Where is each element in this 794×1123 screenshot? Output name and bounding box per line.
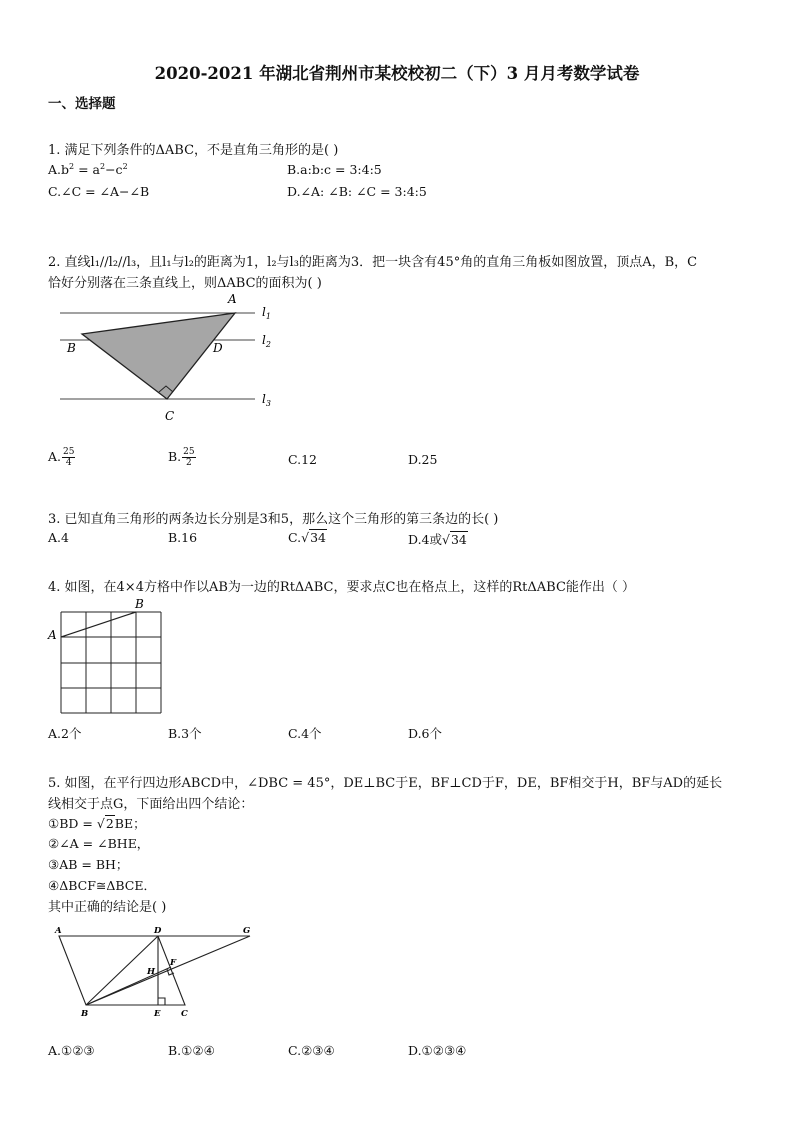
q4-stem: 4. 如图，在4×4方格中作以AB为一边的RtΔABC，要求点C也在格点上，这样的RtΔABC能作出（ ）: [48, 580, 636, 595]
label-c: C: [165, 409, 175, 423]
label-d: D: [213, 341, 223, 355]
q5-conclusion-1: ①BD = √2BE；: [48, 816, 146, 831]
label-b: B: [135, 597, 144, 611]
label-c: C: [181, 1009, 188, 1019]
q2-figure: [55, 290, 285, 425]
q5-conclusion-3: ③AB = BH；: [48, 857, 129, 872]
label-l1: $l_1$: [262, 305, 271, 321]
label-a: A: [228, 292, 237, 306]
q1-stem: 1. 满足下列条件的ΔABC，不是直角三角形的是( ): [48, 143, 339, 158]
q1-option-b[interactable]: B.a:b:c = 3:4:5: [287, 162, 382, 177]
q3-stem: 3. 已知直角三角形的两条边长分别是3和5，那么这个三角形的第三条边的长( ): [48, 512, 499, 527]
q5-option-c[interactable]: C.②③④: [288, 1043, 335, 1058]
q5-option-b[interactable]: B.①②④: [168, 1043, 215, 1058]
q3-option-c[interactable]: C.√34: [288, 530, 326, 545]
q4-option-b[interactable]: B.3个: [168, 726, 202, 741]
q2-stem-line2: 恰好分别落在三条直线上，则ΔABC的面积为( ): [48, 276, 322, 291]
q5-option-d[interactable]: D.①②③④: [408, 1043, 467, 1058]
label-e: E: [154, 1009, 161, 1019]
label-a: A: [48, 628, 57, 642]
q5-conclusion-2: ②∠A = ∠BHE，: [48, 836, 150, 851]
label-b: B: [81, 1009, 89, 1019]
q3-option-a[interactable]: A.4: [48, 530, 69, 545]
q2-option-a[interactable]: A. $\frac{25}{4}$: [48, 447, 75, 468]
q2-option-c[interactable]: C.12: [288, 452, 317, 467]
label-f: F: [170, 958, 177, 968]
right-angle-e: [158, 998, 165, 1005]
q2-option-d[interactable]: D.25: [408, 452, 438, 467]
label-g: G: [243, 926, 251, 936]
segment-ab: [61, 612, 136, 637]
q3-option-d[interactable]: D.4或√34: [408, 532, 467, 547]
q5-option-a[interactable]: A.①②③: [48, 1043, 95, 1058]
label-d: D: [154, 926, 162, 936]
q5-stem-line2: 线相交于点G，下面给出四个结论：: [48, 797, 254, 812]
q3-option-b[interactable]: B.16: [168, 530, 198, 545]
label-h: H: [147, 967, 156, 977]
q2-option-b[interactable]: B. $\frac{25}{2}$: [168, 447, 195, 468]
q1-option-c[interactable]: C.∠C = ∠A−∠B: [48, 184, 150, 199]
triangle-abc: [82, 313, 235, 399]
section-heading: 一、选择题: [48, 96, 116, 112]
grid-4x4: [61, 612, 161, 713]
q2-stem-line1: 2. 直线l₁//l₂//l₃，且l₁与l₂的距离为1，l₂与l₃的距离为3．把一块含有45°角的直角三角板如图放置，顶点A，B，C: [48, 255, 698, 270]
label-b: B: [67, 341, 76, 355]
label-l3: $l_3$: [262, 392, 271, 408]
label-a: A: [55, 926, 62, 936]
q4-grid-figure: [44, 596, 169, 718]
q5-stem-line1: 5. 如图，在平行四边形ABCD中，∠DBC = 45°，DE⊥BC于E，BF⊥CD于F，DE，BF相交于H，BF与AD的延长: [48, 776, 723, 791]
page-title: 2020-2021 年湖北省荆州市某校校初二（下）3 月月考数学试卷: [154, 64, 640, 83]
q4-option-a[interactable]: A.2个: [48, 726, 82, 741]
q1-option-d[interactable]: D.∠A: ∠B: ∠C = 3:4:5: [287, 184, 427, 199]
q1-option-a[interactable]: $A.b^2 = a^2-c^2$: [48, 162, 128, 177]
q5-figure: [50, 922, 265, 1020]
q5-ask: 其中正确的结论是( ): [48, 900, 167, 915]
q4-option-d[interactable]: D.6个: [408, 726, 443, 741]
q5-conclusion-4: ④ΔBCF≅ΔBCE．: [48, 878, 156, 893]
q4-option-c[interactable]: C.4个: [288, 726, 322, 741]
label-l2: $l_2$: [262, 333, 271, 349]
